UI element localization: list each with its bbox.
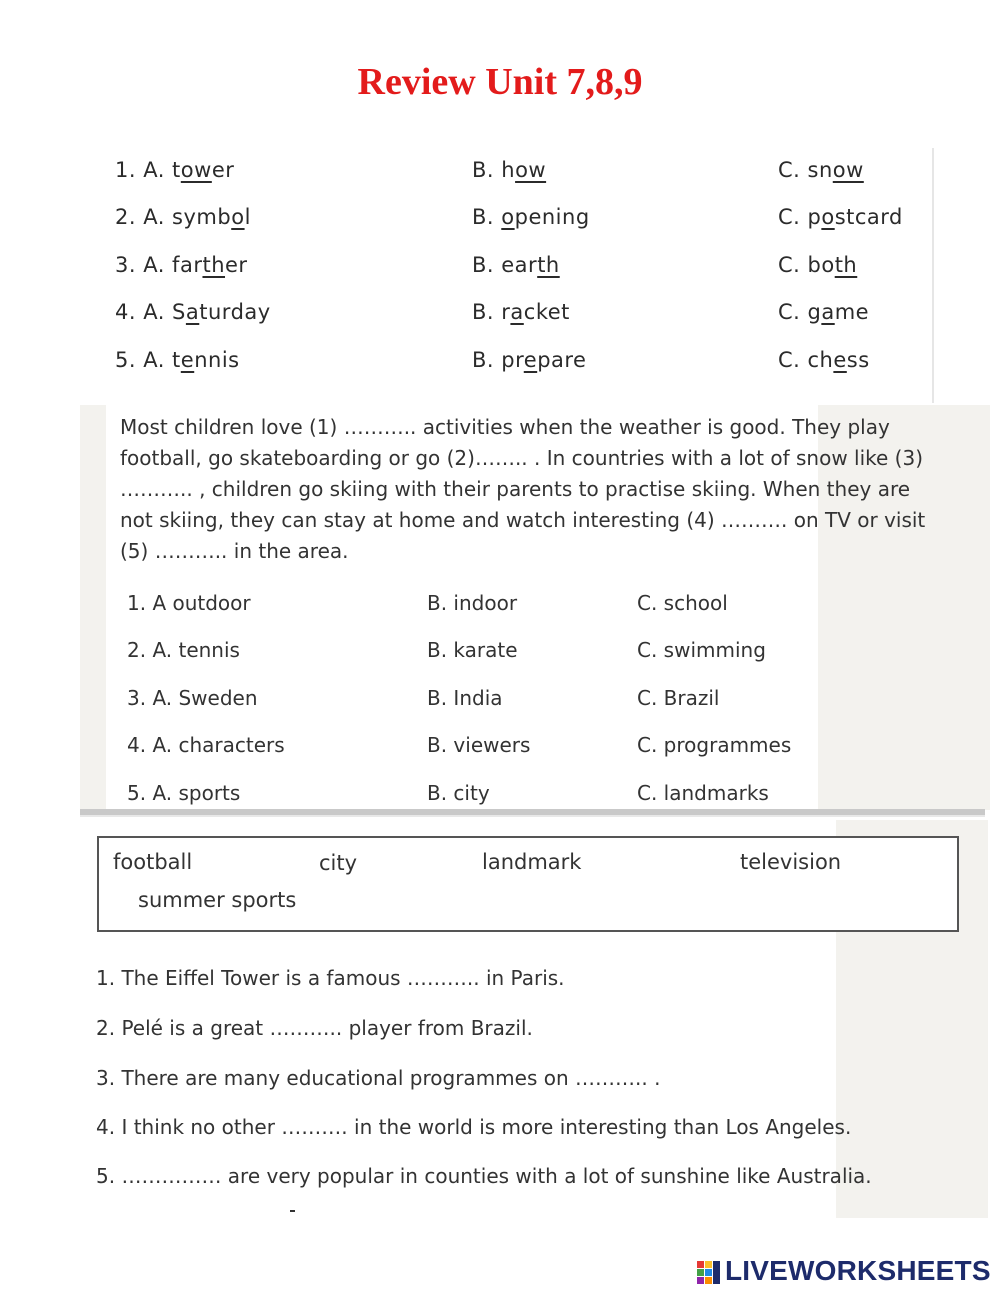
liveworksheets-logo-icon: [697, 1261, 721, 1285]
sentence-5: 5. …………… are very popular in counties with a lot of sunshine like Australia.: [96, 1164, 872, 1188]
pronunciation-option-4-c: C. game: [778, 300, 870, 324]
reading-option-4-b: B. viewers: [427, 733, 531, 757]
section-divider-shadow: [80, 815, 985, 817]
pronunciation-option-3-b: B. earth: [472, 253, 560, 277]
sentence-3: 3. There are many educational programmes on ……….. .: [96, 1066, 661, 1090]
liveworksheets-logo-text: LIVEWORKSHEETS: [725, 1255, 991, 1286]
sentence-2: 2. Pelé is a great ……….. player from Brazil.: [96, 1016, 533, 1040]
reading-passage: Most children love (1) ……….. activities when the weather is good. They play football, go skateboarding or go (2)…….. . In countries with a lot of snow like (3) ……….. , children go skiing with their parents to practise skiing. When they are not skiing, they can stay at home and watch interesting (4) ………. on TV or visit (5) ……….. in the area.: [120, 415, 926, 563]
pronunciation-option-1-c: C. snow: [778, 158, 864, 182]
pronunciation-option-5-b: B. prepare: [472, 348, 587, 372]
reading-option-2-a: 2. A. tennis: [127, 638, 240, 662]
reading-option-5-c: C. landmarks: [637, 781, 769, 805]
word-bank-item: summer sports: [138, 888, 297, 912]
pronunciation-option-1-b: B. how: [472, 158, 547, 182]
pronunciation-option-5-c: C. chess: [778, 348, 870, 372]
word-bank-item: television: [740, 850, 842, 874]
reading-option-4-c: C. programmes: [637, 733, 792, 757]
pronunciation-option-5-a: 5. A. tennis: [115, 348, 240, 372]
reading-option-4-a: 4. A. characters: [127, 733, 285, 757]
pronunciation-option-1-a: 1. A. tower: [115, 158, 235, 182]
sentence-1: 1. The Eiffel Tower is a famous ……….. in Paris.: [96, 966, 565, 990]
word-bank-item: landmark: [482, 850, 582, 874]
word-bank-item: city: [319, 851, 358, 875]
reading-option-1-b: B. indoor: [427, 591, 518, 615]
pronunciation-option-3-c: C. both: [778, 253, 858, 277]
reading-option-5-b: B. city: [427, 781, 490, 805]
word-bank-item: football: [113, 850, 193, 874]
pronunciation-option-3-a: 3. A. farther: [115, 253, 248, 277]
pronunciation-option-4-a: 4. A. Saturday: [115, 300, 271, 324]
reading-option-3-c: C. Brazil: [637, 686, 720, 710]
sentence-4: 4. I think no other ………. in the world is more interesting than Los Angeles.: [96, 1115, 852, 1139]
reading-option-2-c: C. swimming: [637, 638, 766, 662]
reading-option-3-b: B. India: [427, 686, 503, 710]
reading-option-5-a: 5. A. sports: [127, 781, 241, 805]
column-divider: [932, 148, 934, 403]
reading-option-2-b: B. karate: [427, 638, 518, 662]
reading-option-3-a: 3. A. Sweden: [127, 686, 258, 710]
pronunciation-option-4-b: B. racket: [472, 300, 570, 324]
pronunciation-option-2-b: B. opening: [472, 205, 590, 229]
page-title: Review Unit 7,8,9: [357, 61, 643, 103]
reading-option-1-a: 1. A outdoor: [127, 591, 251, 615]
pronunciation-option-2-c: C. postcard: [778, 205, 903, 229]
stray-mark: [290, 1210, 295, 1212]
reading-option-1-c: C. school: [637, 591, 728, 615]
pronunciation-option-2-a: 2. A. symbol: [115, 205, 251, 229]
